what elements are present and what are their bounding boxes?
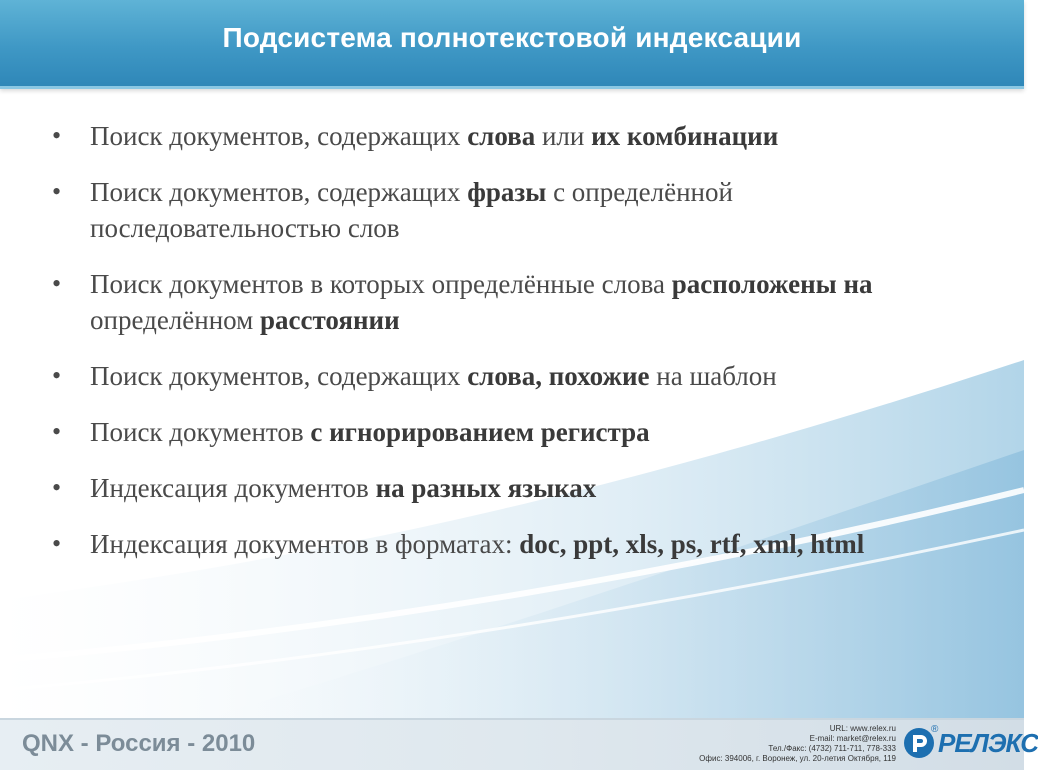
bullet-dot-icon: • — [52, 269, 62, 298]
bullet-bold-text: слова — [467, 121, 536, 151]
bullet-bold-text: с игнорированием регистра — [310, 417, 650, 447]
bullet-text: Поиск документов, содержащих — [90, 121, 468, 151]
bullet-dot-icon: • — [52, 417, 62, 446]
bullet-text: Поиск документов, содержащих — [90, 177, 468, 207]
bullet-dot-icon: • — [52, 177, 62, 206]
bullet-bold-text: doc, ppt, xls, ps, rtf, xml, html — [519, 529, 865, 559]
footer-bar — [0, 718, 1024, 770]
bullet-bold-text: расположены на — [671, 269, 873, 299]
bullet-bold-text: слова, похожие — [467, 361, 650, 391]
contact-email: E-mail: market@relex.ru — [809, 734, 896, 743]
bullet-bold-text: на разных языках — [375, 473, 597, 503]
slide-title: Подсистема полнотекстовой индексации — [222, 22, 802, 53]
bullet-item-3 — [48, 266, 988, 338]
bullet-item-4 — [48, 358, 988, 394]
bullet-text: или — [535, 121, 592, 151]
bullet-bold-text: фразы — [467, 177, 547, 207]
relex-logo — [900, 722, 1038, 764]
bullet-text: Индексация документов в форматах: — [90, 529, 520, 559]
bullet-text: с определённой последовательностью слов — [90, 177, 733, 243]
bullet-text: Поиск документов в которых определённые слова — [90, 269, 672, 299]
contact-block — [699, 724, 896, 764]
bullet-dot-icon: • — [52, 361, 62, 390]
bullet-text: Поиск документов — [90, 417, 311, 447]
bullet-bold-text: расстоянии — [259, 305, 400, 335]
event-label: QNX - Россия - 2010 — [22, 730, 256, 757]
bullet-text: на шаблон — [649, 361, 777, 391]
bullet-text: Индексация документов — [90, 473, 376, 503]
title-bar — [0, 0, 1024, 89]
bullet-text: определённом — [90, 305, 260, 335]
bullet-bold-text: их комбинации — [591, 121, 779, 151]
logo-text: РЕЛЭКС — [938, 728, 1038, 758]
bullet-dot-icon: • — [52, 121, 62, 150]
registered-mark: ® — [931, 724, 939, 735]
contact-url: URL: www.relex.ru — [829, 724, 896, 733]
bullet-item-1 — [48, 118, 988, 154]
bullet-item-2 — [48, 174, 988, 246]
contact-address: Офис: 394006, г. Воронеж, ул. 20-летия Октября, 119 — [699, 754, 896, 763]
bullet-dot-icon: • — [52, 529, 62, 558]
logo-mark-icon — [904, 728, 934, 758]
bullet-list — [48, 118, 988, 582]
bullet-item-5 — [48, 414, 988, 450]
bullet-item-6 — [48, 470, 988, 506]
bullet-item-7 — [48, 526, 988, 562]
bullet-dot-icon: • — [52, 473, 62, 502]
contact-phone: Тел./Факс: (4732) 711-711, 778-333 — [768, 744, 896, 753]
bullet-text: Поиск документов, содержащих — [90, 361, 468, 391]
